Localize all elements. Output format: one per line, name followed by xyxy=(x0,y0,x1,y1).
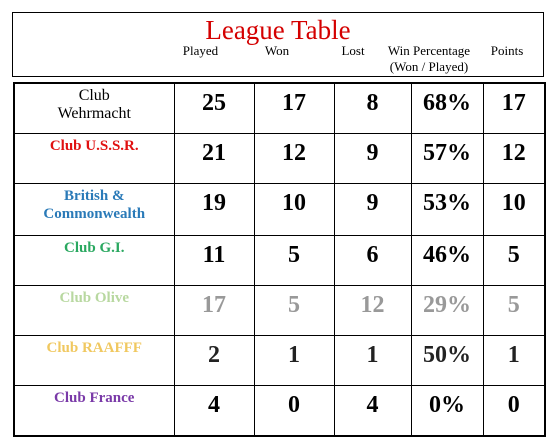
col-won: Won xyxy=(264,43,290,58)
points-cell: 0 xyxy=(483,385,545,436)
played-cell: 19 xyxy=(174,183,254,235)
club-name: Club G.I. xyxy=(64,239,125,256)
page-title: League Table xyxy=(205,15,351,45)
club-name-cell xyxy=(14,133,174,183)
club-name: Club Olive xyxy=(59,289,130,306)
club-name-cell xyxy=(14,83,174,133)
points-cell: 17 xyxy=(483,83,545,133)
lost-cell: 8 xyxy=(334,83,411,133)
win-percentage-cell: 57% xyxy=(411,133,483,183)
lost-cell: 12 xyxy=(334,285,411,335)
points-cell: 5 xyxy=(483,235,545,285)
table-row xyxy=(14,83,545,133)
col-lost: Lost xyxy=(341,43,365,58)
col-win-percentage-label: Win Percentage xyxy=(387,43,471,58)
col-points: Points xyxy=(490,43,524,58)
table-row xyxy=(14,385,545,436)
won-cell: 10 xyxy=(254,183,334,235)
points-cell: 5 xyxy=(483,285,545,335)
table-row xyxy=(14,285,545,335)
lost-cell: 4 xyxy=(334,385,411,436)
points-cell: 10 xyxy=(483,183,545,235)
played-cell: 11 xyxy=(174,235,254,285)
col-win-percentage-sub: (Won / Played) xyxy=(389,59,469,74)
won-cell: 0 xyxy=(254,385,334,436)
win-percentage-cell: 68% xyxy=(411,83,483,133)
table-row xyxy=(14,133,545,183)
club-name: British & xyxy=(64,187,125,204)
win-percentage-cell: 0% xyxy=(411,385,483,436)
lost-cell: 9 xyxy=(334,133,411,183)
table-header xyxy=(12,12,544,77)
win-percentage-cell: 29% xyxy=(411,285,483,335)
played-cell: 25 xyxy=(174,83,254,133)
club-name: Club France xyxy=(54,389,135,406)
points-cell: 12 xyxy=(483,133,545,183)
lost-cell: 6 xyxy=(334,235,411,285)
table-row xyxy=(14,235,545,285)
won-cell: 5 xyxy=(254,235,334,285)
table-row xyxy=(14,335,545,385)
club-name: Club RAAFFF xyxy=(46,339,142,356)
points-cell: 1 xyxy=(483,335,545,385)
won-cell: 17 xyxy=(254,83,334,133)
lost-cell: 9 xyxy=(334,183,411,235)
win-percentage-cell: 50% xyxy=(411,335,483,385)
lost-cell: 1 xyxy=(334,335,411,385)
club-name: Club xyxy=(78,87,110,104)
won-cell: 5 xyxy=(254,285,334,335)
col-played: Played xyxy=(182,43,219,58)
won-cell: 1 xyxy=(254,335,334,385)
played-cell: 2 xyxy=(174,335,254,385)
club-name-cell xyxy=(14,183,174,235)
league-table xyxy=(13,82,546,437)
club-name-cell xyxy=(14,285,174,335)
played-cell: 4 xyxy=(174,385,254,436)
win-percentage-cell: 46% xyxy=(411,235,483,285)
club-name-cell xyxy=(14,235,174,285)
table-row xyxy=(14,183,545,235)
won-cell: 12 xyxy=(254,133,334,183)
club-name: Club U.S.S.R. xyxy=(49,137,139,154)
club-name-line2: Commonwealth xyxy=(43,205,146,222)
club-name-cell xyxy=(14,335,174,385)
win-percentage-cell: 53% xyxy=(411,183,483,235)
club-name-line2: Wehrmacht xyxy=(57,105,131,122)
col-win-percentage xyxy=(383,43,475,75)
played-cell: 17 xyxy=(174,285,254,335)
club-name-cell xyxy=(14,385,174,436)
played-cell: 21 xyxy=(174,133,254,183)
